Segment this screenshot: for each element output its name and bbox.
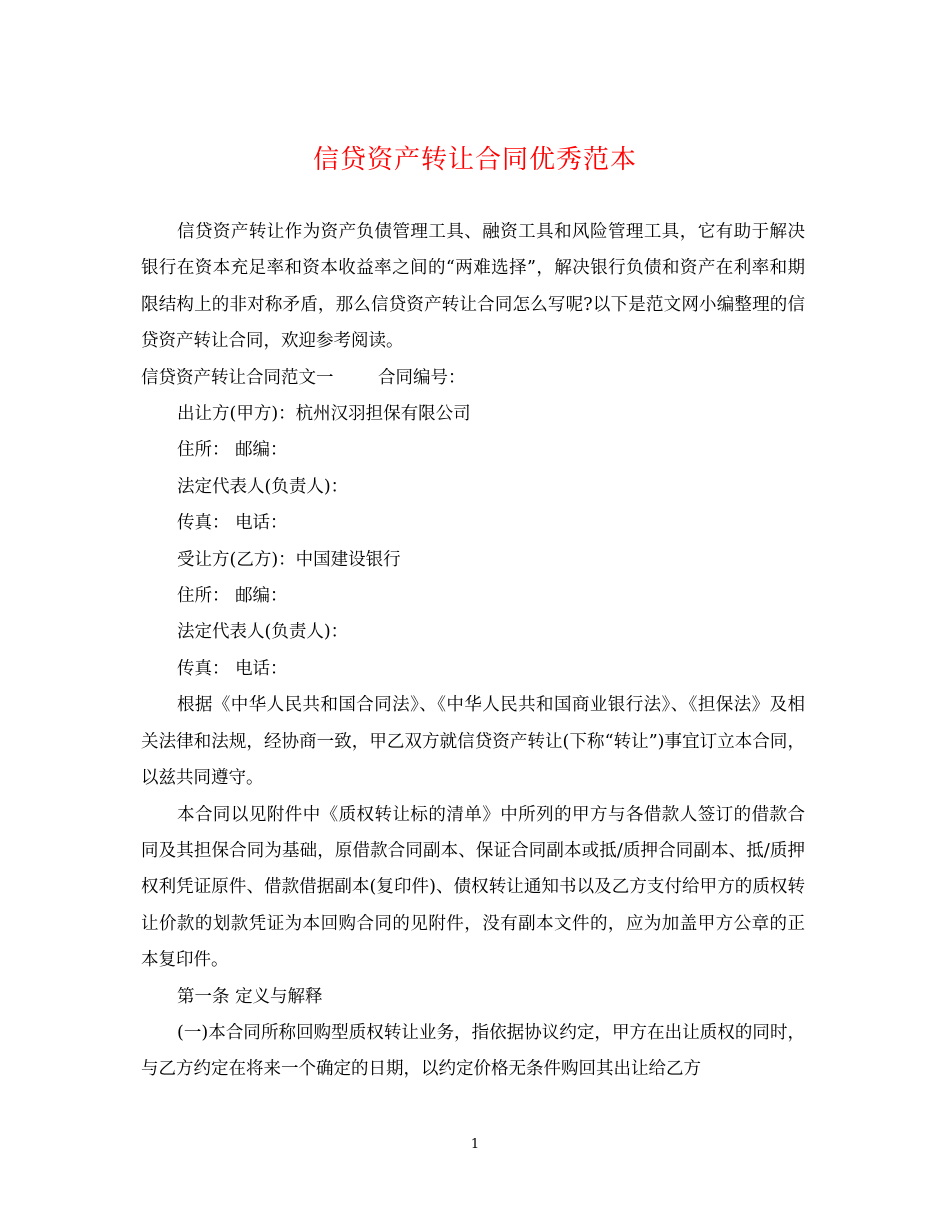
paragraph-transferee-contact: 传真： 电话： (177, 658, 288, 679)
paragraph-transferee: 受让方(乙方)：中国建设银行 (177, 549, 401, 570)
paragraph-transferor-representative: 法定代表人(负责人)： (177, 476, 349, 497)
paragraph-legal-basis: 根据《中华人民共和国合同法》、《中华人民共和国商业银行法》、《担保法》及相关法律和法规，经协商一致，甲乙双方就信贷资产转让(下称“转让”)事宜订立本合同，以兹共同遵守。 (141, 695, 805, 789)
paragraph-definition: (一)本合同所称回购型质权转让业务，指依据协议约定，甲方在出让质权的同时，与乙方约定在将来一个确定的日期，以约定价格无条件购回其出让给乙方 (141, 1022, 805, 1080)
article-heading: 第一条 定义与解释 (177, 986, 323, 1007)
paragraph-transferor-contact: 传真： 电话： (177, 513, 288, 534)
document-title: 信贷资产转让合同优秀范本 (312, 145, 637, 175)
paragraph-contract-basis: 本合同以见附件中《质权转让标的清单》中所列的甲方与各借款人签订的借款合同及其担保合同为基础，原借款合同副本、保证合同副本或抵/质押合同副本、抵/质押权利凭证原件、借款借据副本(复印件)、债权转让通知书以及乙方支付给甲方的质权转让价款的划款凭证为本回购合同的见附件，没有副本文件的，应为加盖甲方公章的正本复印件。 (141, 804, 805, 971)
paragraph-sample-heading: 信贷资产转让合同范文一 合同编号： (141, 367, 466, 388)
page-number: 1 (470, 1137, 480, 1152)
document-body (141, 214, 805, 1088)
paragraph-transferor-address: 住所： 邮编： (177, 440, 288, 461)
paragraph-transferee-representative: 法定代表人(负责人)： (177, 622, 349, 643)
paragraph-transferor: 出让方(甲方)：杭州汉羽担保有限公司 (177, 404, 471, 425)
paragraph-transferee-address: 住所： 邮编： (177, 586, 288, 607)
paragraph-intro: 信贷资产转让作为资产负债管理工具、融资工具和风险管理工具，它有助于解决银行在资本充足率和资本收益率之间的“两难选择”，解决银行负债和资产在利率和期限结构上的非对称矛盾，那么信贷资产转让合同怎么写呢?以下是范文网小编整理的信贷资产转让合同，欢迎参考阅读。 (141, 222, 805, 352)
